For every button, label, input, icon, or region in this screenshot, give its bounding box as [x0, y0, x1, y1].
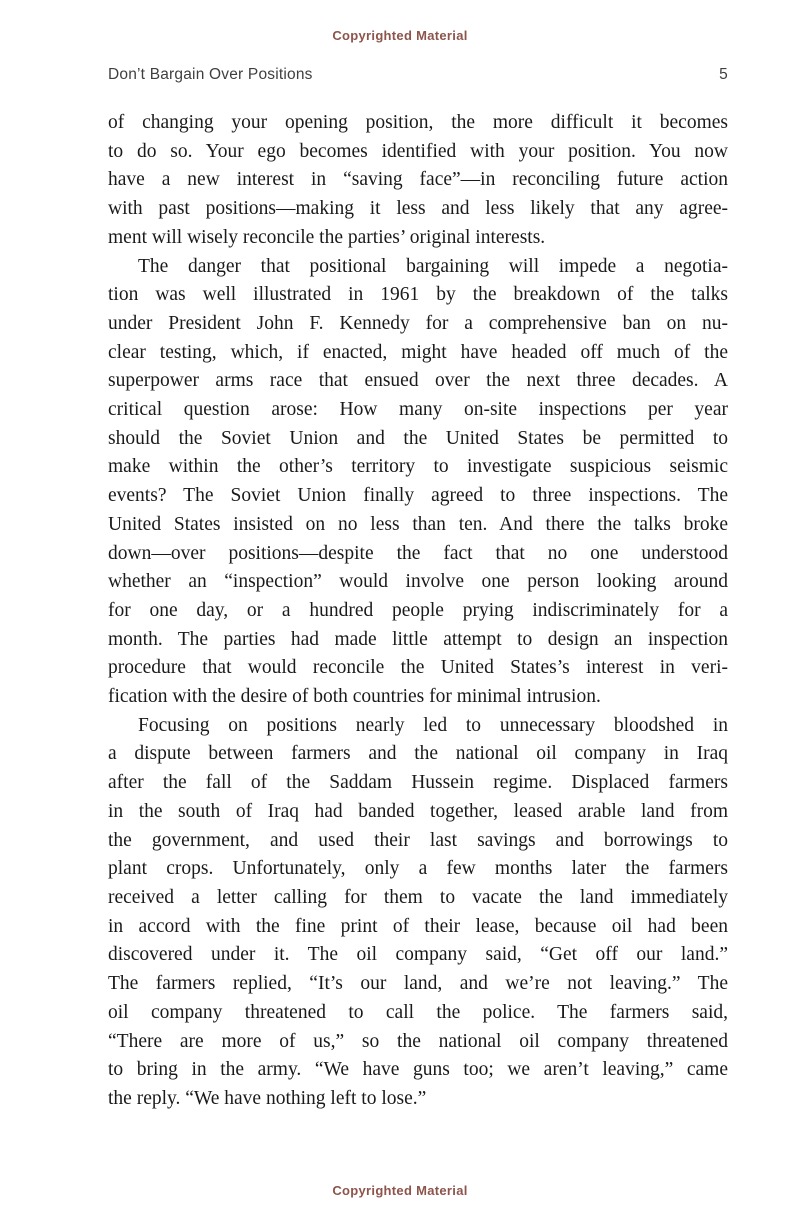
text-line: month. The parties had made little attempt to design an inspection — [108, 628, 728, 650]
text-line: events? The Soviet Union finally agreed to three inspections. The — [108, 485, 728, 507]
text-line: the government, and used their last savings and borrowings to — [108, 829, 728, 851]
text-line: The danger that positional bargaining will impede a negotia- — [138, 255, 728, 277]
copyright-notice-top: Copyrighted Material — [332, 28, 468, 43]
chapter-title: Don’t Bargain Over Positions — [108, 66, 313, 83]
text-line: oil company threatened to call the police. The farmers said, — [108, 1001, 728, 1023]
page-number: 5 — [719, 66, 728, 83]
text-line: superpower arms race that ensued over the next three decades. A — [108, 370, 728, 392]
text-line: have a new interest in “saving face”—in reconciling future action — [108, 169, 728, 191]
copyright-notice-bottom: Copyrighted Material — [332, 1183, 468, 1198]
text-line: down—over positions—despite the fact that no one understood — [108, 542, 728, 564]
text-line: the reply. “We have nothing left to lose.” — [108, 1087, 427, 1109]
text-line: tion was well illustrated in 1961 by the breakdown of the talks — [108, 284, 728, 306]
text-line: of changing your opening position, the more difficult it becomes — [108, 112, 728, 133]
text-line: make within the other’s territory to investigate suspicious seismic — [108, 456, 728, 478]
text-line: to do so. Your ego becomes identified with your position. You now — [108, 140, 728, 162]
page-header — [108, 66, 728, 84]
text-line: discovered under it. The oil company said, “Get off our land.” — [108, 944, 728, 966]
text-line: received a letter calling for them to vacate the land immediately — [108, 886, 728, 908]
text-line: “There are more of us,” so the national oil company threatened — [108, 1030, 728, 1052]
text-line: whether an “inspection” would involve one person looking around — [108, 571, 728, 593]
text-line: procedure that would reconcile the United States’s interest in veri- — [108, 657, 728, 679]
text-line: United States insisted on no less than ten. And there the talks broke — [108, 513, 728, 535]
text-line: a dispute between farmers and the national oil company in Iraq — [108, 743, 728, 765]
text-line: clear testing, which, if enacted, might have headed off much of the — [108, 341, 728, 363]
text-line: for one day, or a hundred people prying indiscriminately for a — [108, 599, 728, 621]
text-line: The farmers replied, “It’s our land, and we’re not leaving.” The — [108, 973, 728, 995]
text-line: critical question arose: How many on-site inspections per year — [108, 399, 728, 421]
text-line: should the Soviet Union and the United States be permitted to — [108, 427, 728, 449]
text-line: after the fall of the Saddam Hussein regime. Displaced farmers — [108, 772, 728, 794]
text-line: ment will wisely reconcile the parties’ original interests. — [108, 226, 546, 248]
text-line: under President John F. Kennedy for a comprehensive ban on nu- — [108, 312, 728, 334]
text-line: Focusing on positions nearly led to unnecessary bloodshed in — [138, 714, 728, 736]
text-line: in the south of Iraq had banded together, leased arable land from — [108, 800, 728, 822]
text-line: in accord with the fine print of their lease, because oil had been — [108, 915, 728, 937]
body-text — [108, 109, 728, 1114]
text-line: fication with the desire of both countries for minimal intrusion. — [108, 686, 601, 708]
text-line: plant crops. Unfortunately, only a few months later the farmers — [108, 858, 728, 880]
text-line: to bring in the army. “We have guns too; we aren’t leaving,” came — [108, 1059, 728, 1081]
text-line: with past positions—making it less and less likely that any agree- — [108, 198, 728, 220]
